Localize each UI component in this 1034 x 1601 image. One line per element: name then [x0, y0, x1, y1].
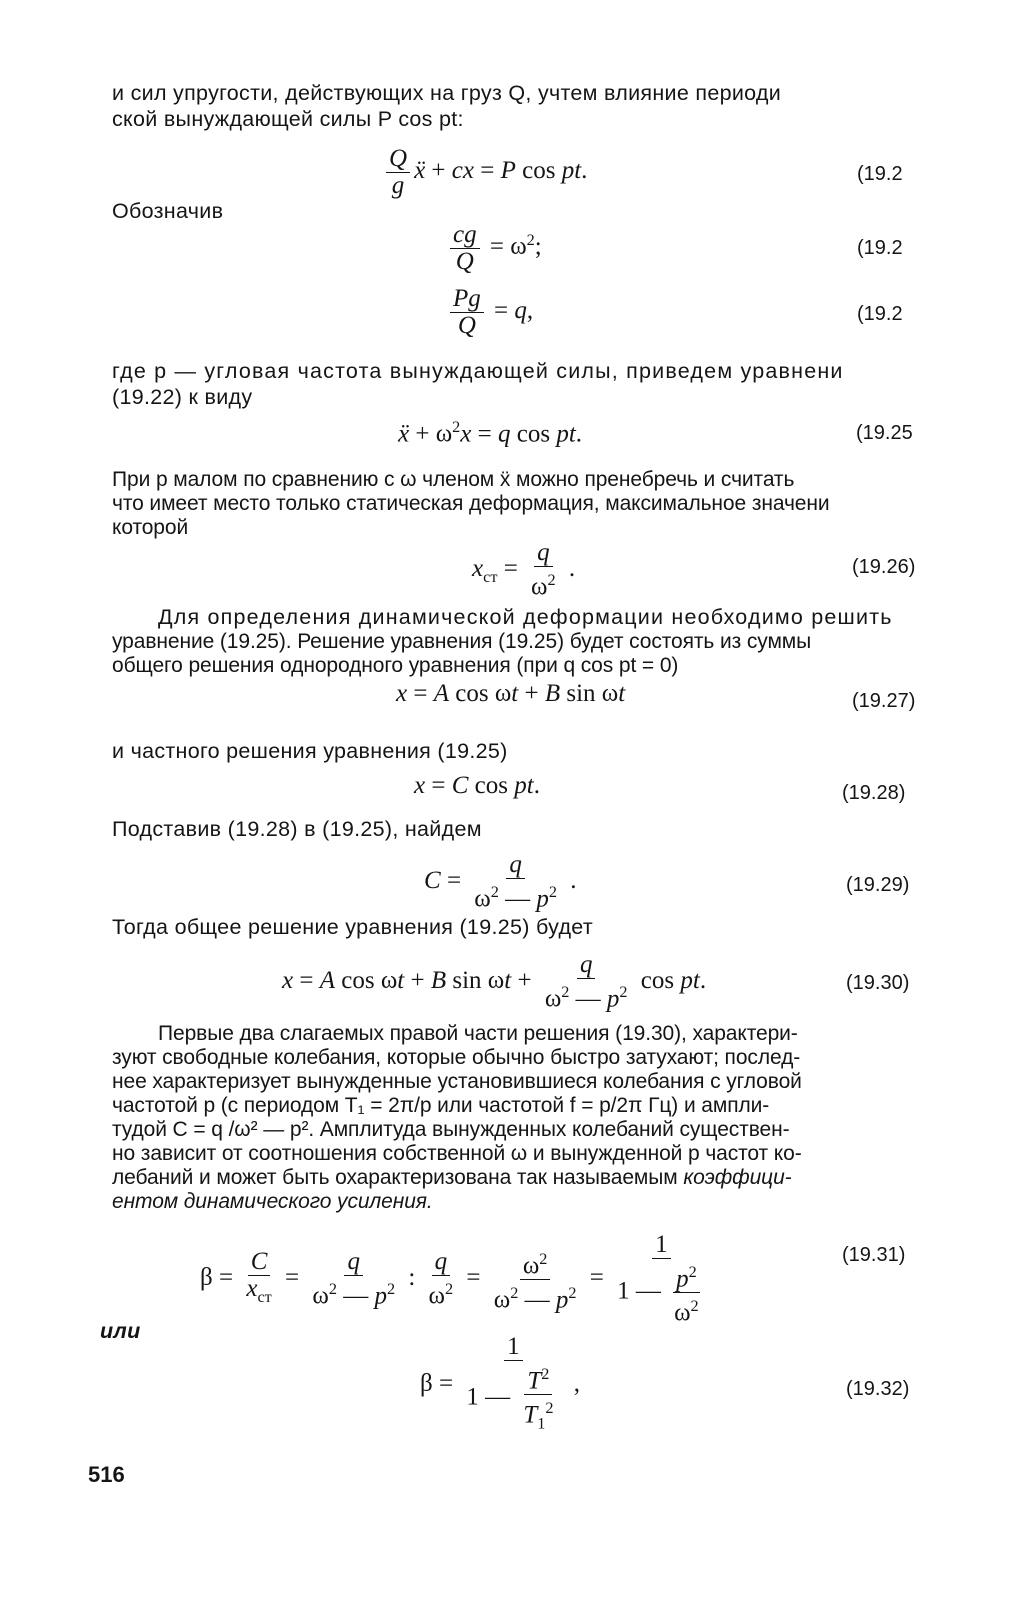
text-line: нее характеризует вынужденные установившиеся колебания с угловой: [112, 1070, 802, 1093]
text-line: ской вынуждающей силы P cos pt:: [112, 107, 464, 131]
equation-number: (19.30): [846, 972, 910, 994]
equation-number: (19.27): [852, 690, 916, 712]
equation-number: (19.31): [842, 1244, 906, 1266]
equation-19-22: $\frac{Q}{g}$ ẍ + cx = P cos pt.: [382, 146, 587, 199]
equation-number: (19.28): [842, 782, 906, 804]
equation-number: (19.32): [846, 1378, 910, 1400]
equation-number: (19.25: [856, 422, 913, 444]
equation-19-25: ẍ + $\omega^2x = q$ cos pt.: [398, 418, 583, 448]
italic-term: коэффици-: [683, 1166, 792, 1189]
text-line: Подставив (19.28) в (19.25), найдем: [112, 817, 482, 841]
equation-number: (19.2: [857, 237, 903, 259]
equation-19-30: x = A cos ωt + B sin ωt + $\frac{q}{\omega^2 — p^2}$ cos pt.: [282, 951, 707, 1013]
text-line: Тогда общее решение уравнения (19.25) будет: [112, 915, 593, 939]
text-line: общего решения однородного уравнения (при q cos pt = 0): [112, 654, 679, 677]
equation-number: (19.2: [857, 163, 903, 185]
text-line: (19.22) к виду: [112, 385, 253, 409]
text-line: но зависит от соотношения собственной ω и вынужденной p частот ко-: [112, 1142, 802, 1165]
equation-number: (19.29): [846, 874, 910, 896]
equation-number: (19.2: [857, 303, 903, 325]
text-line: что имеет место только статическая деформация, максимальное значени: [112, 492, 830, 515]
text-line: и частного решения уравнения (19.25): [112, 739, 508, 763]
text-line: Обозначив: [112, 199, 224, 223]
text-line: или: [100, 1319, 141, 1343]
equation-19-29: C = $\frac{q}{\omega^2 — p^2}$ .: [424, 851, 577, 913]
equation-19-31: β = $\frac{C}{x_{ст}}$ = $\frac{q}{\omega^2 — p^2}$ : $\frac{q}{\omega^2}$ = $\frac{\omega^2}{\omega^2 — p^2}$ = 1 1 — $\frac{p^2}{\omega^2}$: [200, 1231, 699, 1327]
text-line: зуют свободные колебания, которые обычно быстро затухают; послед-: [112, 1046, 801, 1069]
text-line: При p малом по сравнению с ω членом ẍ можно пренебречь и считать: [112, 468, 795, 491]
text-line: ентом динамического усиления.: [112, 1190, 433, 1213]
equation-19-32: β = 1 1 — $\frac{T^2}{T_1^2}$ ,: [420, 1333, 580, 1433]
equation-number: (19.26): [852, 556, 916, 578]
text-line: частотой p (с периодом T₁ = 2π/p или частотой f = p/2π Гц) и ампли-: [112, 1094, 770, 1117]
equation-19-27: x = A cos ωt + B sin ωt: [396, 680, 626, 707]
text-fragment: лебаний и может быть охарактеризована так называемым: [112, 1166, 678, 1189]
page-number: 516: [88, 1462, 125, 1487]
text-line: Для определения динамической деформации необходимо решить: [158, 605, 893, 629]
equation-19-23: $\frac{cg}{Q}$ = $\omega^2$;: [446, 222, 542, 275]
text-line: [112, 1164, 792, 1191]
equation-19-28: x = C cos pt.: [414, 772, 540, 799]
text-line: тудой C = q /ω² — p². Амплитуда вынужденных колебаний существен-: [112, 1118, 790, 1141]
equation-19-26: $x_{ст}$ = $\frac{q}{\omega^2}$ .: [472, 539, 576, 601]
equation-19-24: $\frac{Pg}{Q}$ = q,: [446, 286, 533, 339]
text-line: которой: [112, 516, 189, 539]
text-line: и сил упругости, действующих на груз Q, учтем влияние периоди: [112, 81, 782, 105]
text-line: Первые два слагаемых правой части решения (19.30), характери-: [158, 1022, 798, 1045]
text-line: где p — угловая частота вынуждающей силы, приведем уравнени: [112, 359, 844, 383]
text-line: уравнение (19.25). Решение уравнения (19.25) будет состоять из суммы: [112, 630, 812, 653]
